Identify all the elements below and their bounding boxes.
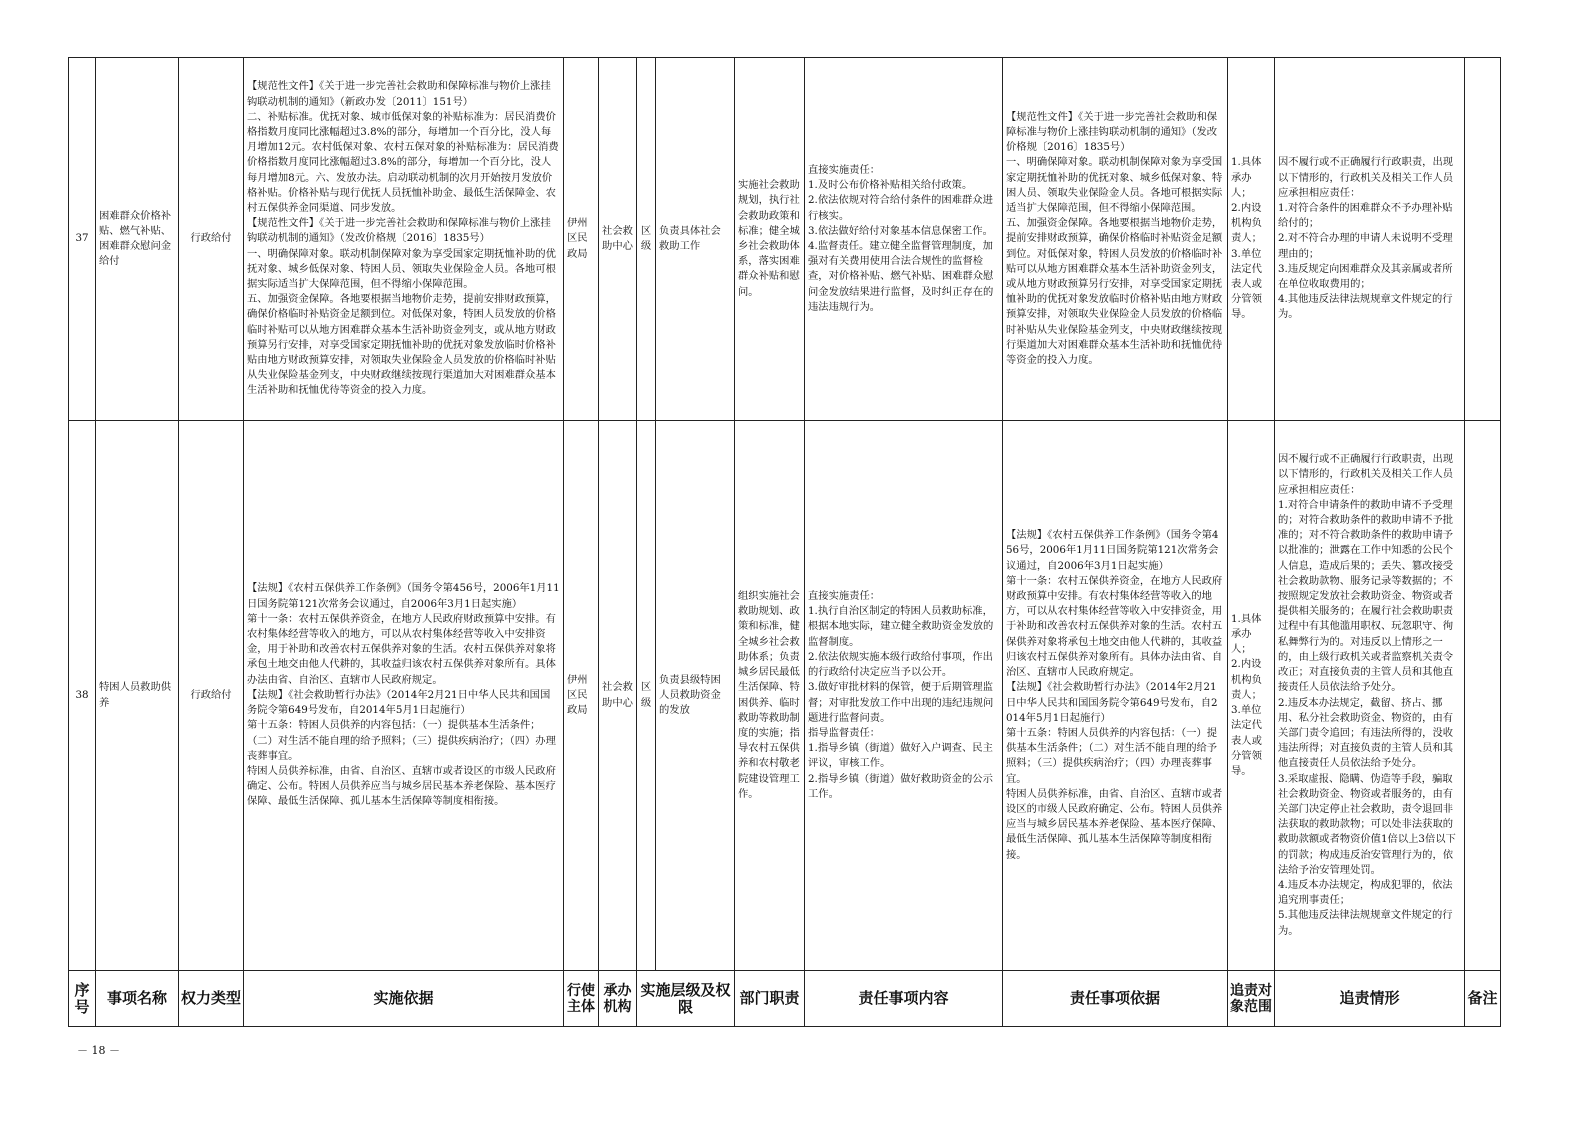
level: 区级 bbox=[637, 58, 656, 421]
scope-line: 2.内设机构负责人； bbox=[1231, 658, 1262, 701]
header-org: 承办机构 bbox=[599, 971, 637, 1027]
header-resp-basis: 责任事项依据 bbox=[1003, 971, 1228, 1027]
resp-line: 1.及时公布价格补贴相关给付政策。 bbox=[808, 179, 973, 192]
scope-line: 3.单位法定代表人或分管领导。 bbox=[1231, 704, 1262, 777]
level-desc: 负责具体社会救助工作 bbox=[656, 58, 735, 421]
account-line: 因不履行或不正确履行行政职责，出现以下情形的，行政机关及相关工作人员应承担相应责任： bbox=[1278, 453, 1454, 496]
header-resp: 责任事项内容 bbox=[805, 971, 1003, 1027]
power-type: 行政给付 bbox=[179, 421, 244, 971]
dept-duty: 组织实施社会救助规划、政策和标准，健全城乡社会救助体系；负责城乡居民最低生活保障、特困供养、临时救助等救助制度的实施；指导农村五保供养和农村敬老院建设管理工作。 bbox=[735, 421, 805, 971]
resp-line: 4.监督责任。建立健全监督管理制度，加强对有关费用使用合法合规性的监督检查，对价格补贴、燃气补贴、困难群众慰问金发放结果进行监督，及时纠正存在的违法违规行为。 bbox=[808, 240, 994, 313]
account-line: 4.其他违反法律法规规章文件规定的行为。 bbox=[1278, 293, 1453, 321]
item-name: 困难群众价格补贴、燃气补贴、困难群众慰问金给付 bbox=[96, 58, 179, 421]
header-duty: 部门职责 bbox=[735, 971, 805, 1027]
resp-line: 2.依法依规对符合给付条件的困难群众进行核实。 bbox=[808, 194, 993, 222]
note bbox=[1465, 58, 1501, 421]
level: 区级 bbox=[637, 421, 656, 971]
resp-basis-paragraph: 【法规】《社会救助暂行办法》（2014年2月21日中华人民共和国国务院令第649号发布，自2014年5月1日起施行） bbox=[1006, 681, 1218, 724]
table-row bbox=[69, 58, 1501, 421]
basis-paragraph: 一、明确保障对象。联动机制保障对象为享受国家定期抚恤补助的优抚对象、城乡低保对象、特困人员、领取失业保险金人员。各地可根据实际适当扩大保障范围，但不得缩小保障范围。 bbox=[247, 247, 556, 290]
level-desc: 负责县级特困人员救助资金的发放 bbox=[656, 421, 735, 971]
resp-basis-paragraph: 一、明确保障对象。联动机制保障对象为享受国家定期抚恤补助的优抚对象、城乡低保对象、特困人员、领取失业保险金人员。各地可根据实际适当扩大保障范围，但不得缩小保障范围。 bbox=[1006, 156, 1223, 214]
resp-line: 直接实施责任： bbox=[808, 590, 881, 603]
table-header-row bbox=[69, 971, 1501, 1027]
subject: 伊州区民政局 bbox=[564, 421, 599, 971]
account-line: 因不履行或不正确履行行政职责，出现以下情形的，行政机关及相关工作人员应承担相应责任： bbox=[1278, 156, 1454, 199]
note bbox=[1465, 421, 1501, 971]
power-type: 行政给付 bbox=[179, 58, 244, 421]
basis-paragraph: 【规范性文件】《关于进一步完善社会救助和保障标准与物价上涨挂钩联动机制的通知》（发改价格规〔2016〕1835号） bbox=[247, 217, 551, 245]
row-number: 38 bbox=[69, 421, 96, 971]
resp-line: 1.指导乡镇（街道）做好入户调查、民主评议，审核工作。 bbox=[808, 742, 993, 770]
basis-paragraph: 【规范性文件】《关于进一步完善社会救助和保障标准与物价上涨挂钩联动机制的通知》（新政办发〔2011〕151号） bbox=[247, 80, 551, 108]
basis-paragraph: 【法规】《社会救助暂行办法》（2014年2月21日中华人民共和国国务院令第649号发布，自2014年5月1日起施行） bbox=[247, 688, 551, 717]
account-line: 4.违反本办法规定，构成犯罪的，依法追究刑事责任； bbox=[1278, 878, 1453, 907]
resp-line: 2.指导乡镇（街道）做好救助资金的公示工作。 bbox=[808, 772, 993, 800]
basis-paragraph: 五、加强资金保障。各地要根据当地物价走势，提前安排财政预算，确保价格临时补贴资金足额到位。对低保对象，特困人员发放的价格临时补贴可以从地方困难群众基本生活补助资金列支，或从地方财政预算另行安排，对享受国家定期抚恤补助的优抚对象发放临时价格补贴由地方财政预算安排，对领取失业保险金人员发放的价格临时补贴从失业保险基金列支，中央财政继续按现行渠道加大对困难群众基本生活补助和抚恤优待等资金的投入力度。 bbox=[247, 293, 556, 397]
resp-line: 3.依法做好给付对象基本信息保密工作。 bbox=[808, 224, 993, 237]
account-cell bbox=[1275, 421, 1465, 971]
org: 社会救助中心 bbox=[599, 421, 637, 971]
account-line: 3.采取虚报、隐瞒、伪造等手段，骗取社会救助资金、物资或者服务的，由有关部门决定停止社会救助，责令退回非法获取的救助款物；可以处非法获取的救助款额或者物资价值1倍以上3倍以下的罚款；构成违反治安管理行为的，依法给予治安管理处罚。 bbox=[1278, 772, 1456, 876]
resp-line: 2.依法依规实施本级行政给付事项，作出的行政给付决定应当予以公开。 bbox=[808, 650, 993, 679]
resp-basis-paragraph: 第十一条：农村五保供养资金，在地方人民政府财政预算中安排。有农村集体经营等收入的地方，可以从农村集体经营等收入中安排资金，用于补助和改善农村五保供养对象的生活。农村五保供养对象将承包土地交由他人代耕的，其收益归该农村五保供养对象所有。具体办法由省、自治区、直辖市人民政府规定。 bbox=[1006, 574, 1223, 679]
header-note: 备注 bbox=[1465, 971, 1501, 1027]
scope-line: 3.单位法定代表人或分管领导。 bbox=[1231, 247, 1262, 321]
header-type: 权力类型 bbox=[179, 971, 244, 1027]
dept-duty: 实施社会救助规划，执行社会救助政策和标准；健全城乡社会救助体系，落实困难群众补贴和慰问。 bbox=[735, 58, 805, 421]
resp-cell bbox=[805, 421, 1003, 971]
account-line: 1.对符合条件的困难群众不予办理补贴给付的； bbox=[1278, 201, 1453, 230]
item-name: 特困人员救助供养 bbox=[96, 421, 179, 971]
scope-line: 2.内设机构负责人； bbox=[1231, 201, 1262, 245]
resp-basis-paragraph: 五、加强资金保障。各地要根据当地物价走势，提前安排财政预算，确保价格临时补贴资金足额到位。对低保对象，特困人员发放的价格临时补贴可以从地方困难群众基本生活补助资金列支，或从地方财政预算另行安排，对享受国家定期抚恤补助的优抚对象发放临时价格补贴由地方财政预算安排，对领取失业保险金人员发放的价格临时补贴从失业保险基金列支，中央财政继续按现行渠道加大对困难群众基本生活补助和抚恤优待等资金的投入力度。 bbox=[1006, 217, 1223, 367]
account-line: 2.违反本办法规定，截留、挤占、挪用、私分社会救助资金、物资的，由有关部门责令追回；有违法所得的，没收违法所得；对直接负责的主管人员和其他直接责任人员依法给予处分。 bbox=[1278, 696, 1454, 770]
resp-basis-paragraph: 第十五条：特困人员供养的内容包括：（一）提供基本生活条件；（二）对生活不能自理的给予照料；（三）提供疾病治疗；（四）办理丧葬事宜。 bbox=[1006, 726, 1218, 785]
basis-paragraph: 【法规】《农村五保供养工作条例》（国务令第456号，2006年1月11日国务院第121次常务会议通过，自2006年3月1日起实施） bbox=[247, 582, 560, 610]
resp-cell bbox=[805, 58, 1003, 421]
resp-line: 3.做好审批材料的保管，便于后期管理监督；对审批发放工作中出现的违纪违规问题进行监督问责。 bbox=[808, 681, 994, 724]
basis-paragraph: 二、补贴标准。优抚对象、城市低保对象的补贴标准为：居民消费价格指数月度同比涨幅超过3.8%的部分，每增加一个百分比，没人每月增加12元。农村低保对象、农村五保对象的补贴标准为：居民消费价格指数月度同比涨幅超过3.8%的部分，每增加一个百分比，没人每月增加8元。六、发放办法。启动联动机制的次月开始按月发放价格补贴。价格补贴与现行优抚人员抚恤补助金、最低生活保障金、农村五保供养金同渠道、同步发放。 bbox=[247, 110, 559, 214]
account-cell bbox=[1275, 58, 1465, 421]
basis-paragraph: 特困人员供养标准，由省、自治区、直辖市或者设区的市级人民政府确定、公布。特困人员供养应当与城乡居民基本养老保险、基本医疗保障、最低生活保障、孤儿基本生活保障等制度相衔接。 bbox=[247, 764, 556, 808]
resp-line: 1.执行自治区制定的特困人员救助标准，根据本地实际，建立健全救助资金发放的监督制度。 bbox=[808, 605, 994, 648]
resp-basis-paragraph: 【规范性文件】《关于进一步完善社会救助和保障标准与物价上涨挂钩联动机制的通知》（发改价格规〔2016〕1835号） bbox=[1006, 110, 1218, 154]
header-name: 事项名称 bbox=[96, 971, 179, 1027]
basis-paragraph: 第十一条：农村五保供养资金，在地方人民政府财政预算中安排。有农村集体经营等收入的地方，可以从农村集体经营等收入中安排资金，用于补助和改善农村五保供养对象的生活。农村五保供养对象将承包土地交由他人代耕的，其收益归该农村五保供养对象所有。具体办法由省、自治区、直辖市人民政府规定。 bbox=[247, 612, 556, 686]
header-account: 追责情形 bbox=[1275, 971, 1465, 1027]
account-line: 5.其他违反法律法规规章文件规定的行为。 bbox=[1278, 909, 1453, 937]
header-no: 序号 bbox=[69, 971, 96, 1027]
org: 社会救助中心 bbox=[599, 58, 637, 421]
scope-cell bbox=[1228, 421, 1275, 971]
scope-line: 1.具体承办人； bbox=[1231, 612, 1262, 656]
basis-paragraph: 第十五条：特困人员供养的内容包括：（一）提供基本生活条件；（二）对生活不能自理的给予照料；（三）提供疾病治疗；（四）办理丧葬事宜。 bbox=[247, 719, 556, 762]
basis-cell bbox=[244, 58, 564, 421]
scope-line: 1.具体承办人； bbox=[1231, 156, 1262, 199]
header-subject: 行使主体 bbox=[564, 971, 599, 1027]
basis-cell bbox=[244, 421, 564, 971]
page-number: － 18 － bbox=[77, 1044, 120, 1057]
resp-line: 直接实施责任： bbox=[808, 163, 881, 176]
table-row bbox=[69, 421, 1501, 971]
account-line: 1.对符合申请条件的救助申请不予受理的；对符合救助条件的救助申请不予批准的；对不符合救助条件的救助申请予以批准的；泄露在工作中知悉的公民个人信息，造成后果的；丢失、篡改接受社会救助款物、服务记录等数据的；不按照规定发放社会救助资金、物资或者提供相关服务的；在履行社会救助职责过程中有其他滥用职权、玩忽职守、徇私舞弊行为的。对违反以上情形之一的，由上级行政机关或者监察机关责令改正；对直接负责的主管人员和其他直接责任人员依法给予处分。 bbox=[1278, 498, 1454, 694]
header-level: 实施层级及权限 bbox=[637, 971, 735, 1027]
resp-line: 指导监督责任： bbox=[808, 726, 881, 739]
scope-cell bbox=[1228, 58, 1275, 421]
header-basis: 实施依据 bbox=[244, 971, 564, 1027]
resp-basis-paragraph: 【法规】《农村五保供养工作条例》（国务令第456号，2006年1月11日国务院第121次常务会议通过，自2006年3月1日起实施） bbox=[1006, 529, 1219, 572]
resp-basis-paragraph: 特困人员供养标准，由省、自治区、直辖市或者设区的市级人民政府确定、公布。特困人员供养应当与城乡居民基本养老保险、基本医疗保障、最低生活保障、孤儿基本生活保障等制度相衔接。 bbox=[1006, 787, 1223, 861]
account-line: 2.对不符合办理的申请人未说明不受理理由的； bbox=[1278, 232, 1453, 260]
subject: 伊州区民政局 bbox=[564, 58, 599, 421]
row-number: 37 bbox=[69, 58, 96, 421]
responsibility-table bbox=[68, 57, 1501, 1027]
resp-basis-cell bbox=[1003, 58, 1228, 421]
account-line: 3.违反规定向困难群众及其亲属或者所在单位收取费用的； bbox=[1278, 262, 1453, 290]
resp-basis-cell bbox=[1003, 421, 1228, 971]
header-scope: 追责对象范围 bbox=[1228, 971, 1275, 1027]
